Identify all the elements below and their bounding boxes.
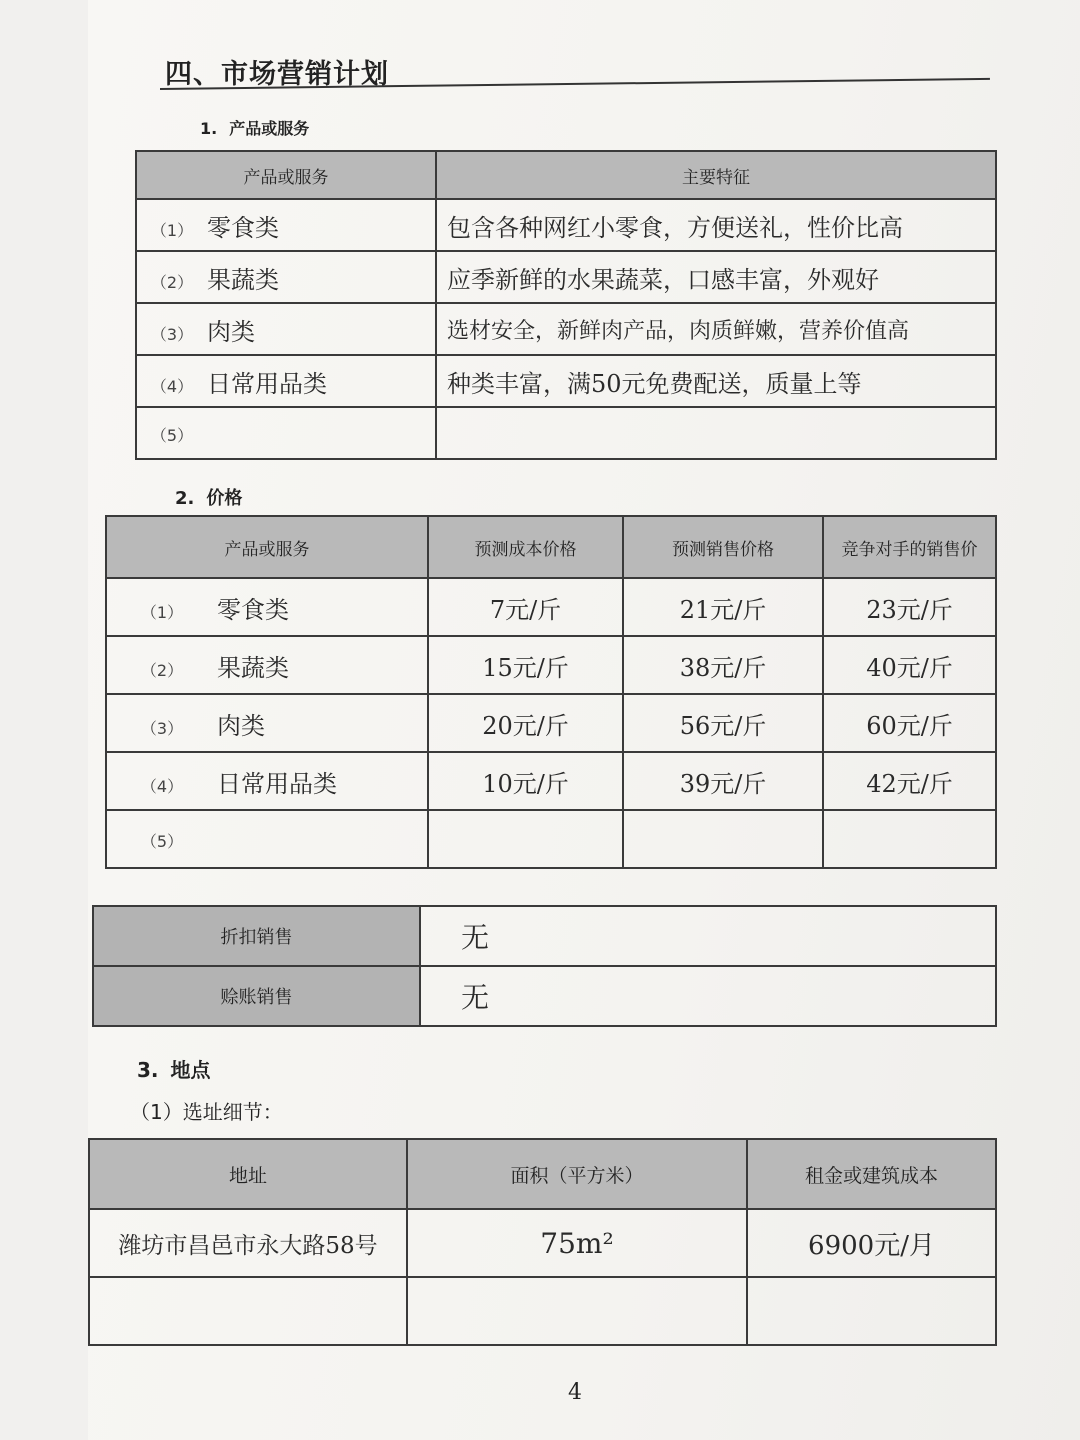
col-cost-header: 预测成本价格	[428, 516, 623, 578]
row-number: （2）	[140, 660, 184, 680]
col-competitor-header: 竞争对手的销售价	[823, 516, 996, 578]
table-header-row	[106, 516, 996, 578]
product-feature: 包含各种网红小零食，方便送礼，性价比高	[447, 213, 903, 242]
product-feature: 种类丰富，满50元免费配送，质量上等	[447, 369, 862, 398]
product-feature: 应季新鲜的水果蔬菜，口感丰富，外观好	[447, 265, 879, 294]
page-number: 4	[568, 1380, 582, 1405]
table-row	[136, 251, 996, 303]
competitor-price: 60元/斤	[866, 711, 953, 740]
discount-label: 折扣销售	[93, 906, 420, 966]
sale-price: 21元/斤	[679, 595, 767, 624]
sale-price: 38元/斤	[679, 653, 767, 682]
discount-row	[93, 906, 996, 966]
row-number: （3）	[150, 324, 194, 344]
col-product-header: 产品或服务	[106, 516, 428, 578]
s1-heading-num: 1.	[200, 119, 218, 138]
col-area-header: 面积（平方米）	[407, 1139, 747, 1209]
competitor-price: 23元/斤	[866, 595, 953, 624]
row-number: （3）	[140, 718, 184, 738]
s2-heading-text: 价格	[206, 488, 243, 509]
table-row	[136, 355, 996, 407]
table-row	[106, 694, 996, 752]
s1-heading-text: 产品或服务	[229, 119, 310, 138]
row-number: （4）	[150, 376, 194, 396]
row-number: （5）	[140, 832, 184, 851]
site-address: 潍坊市昌邑市永大路58号	[118, 1232, 378, 1259]
s3-heading-num: 3.	[137, 1058, 159, 1082]
row-number: （2）	[150, 272, 194, 292]
table-row	[106, 578, 996, 636]
product-feature: 选材安全，新鲜肉产品，肉质鲜嫩，营养价值高	[447, 318, 910, 344]
row-number: （5）	[150, 426, 194, 445]
table-row	[106, 752, 996, 810]
sale-price: 56元/斤	[679, 711, 767, 740]
product-name: 日常用品类	[217, 769, 337, 798]
cost-price: 7元/斤	[489, 595, 562, 624]
s2-heading	[175, 484, 242, 510]
table-header-row	[89, 1139, 996, 1209]
cost-price: 10元/斤	[482, 769, 569, 798]
price-table	[105, 515, 997, 869]
sale-price: 39元/斤	[679, 769, 767, 798]
site-table	[88, 1138, 997, 1346]
product-name: 果蔬类	[217, 653, 289, 682]
section-title: 四、市场营销计划	[165, 59, 389, 90]
competitor-price: 40元/斤	[866, 653, 953, 682]
table-row	[106, 810, 996, 868]
credit-row	[93, 966, 996, 1026]
table-row	[89, 1277, 996, 1345]
product-name: 零食类	[217, 595, 289, 624]
row-number: （4）	[140, 776, 184, 796]
site-area: 75m²	[540, 1226, 614, 1260]
s3-subheading: （1）选址细节：	[130, 1100, 283, 1124]
row-number: （1）	[140, 602, 184, 622]
col-product-header: 产品或服务	[136, 151, 436, 199]
product-name: 果蔬类	[207, 265, 279, 294]
discount-value: 无	[461, 921, 490, 954]
col-sale-header: 预测销售价格	[623, 516, 823, 578]
table-row	[106, 636, 996, 694]
table-row	[136, 303, 996, 355]
s3-heading-text: 地点	[170, 1058, 211, 1082]
s3-heading	[137, 1054, 211, 1083]
sales-terms-table	[92, 905, 997, 1027]
product-name: 零食类	[207, 213, 279, 242]
table-row	[136, 199, 996, 251]
product-name: 肉类	[207, 317, 255, 346]
cost-price: 20元/斤	[482, 711, 569, 740]
table-row	[89, 1209, 996, 1277]
cost-price: 15元/斤	[482, 653, 569, 682]
products-table	[135, 150, 997, 460]
col-rent-header: 租金或建筑成本	[747, 1139, 996, 1209]
product-name: 日常用品类	[207, 369, 327, 398]
s1-heading	[200, 116, 309, 139]
credit-label: 赊账销售	[93, 966, 420, 1026]
row-number: （1）	[150, 220, 194, 240]
col-address-header: 地址	[89, 1139, 407, 1209]
table-header-row	[136, 151, 996, 199]
col-feature-header: 主要特征	[436, 151, 996, 199]
s2-heading-num: 2.	[175, 488, 195, 509]
product-name: 肉类	[217, 711, 265, 740]
site-rent: 6900元/月	[808, 1230, 935, 1261]
competitor-price: 42元/斤	[866, 769, 953, 798]
table-row	[136, 407, 996, 459]
credit-value: 无	[461, 981, 490, 1014]
